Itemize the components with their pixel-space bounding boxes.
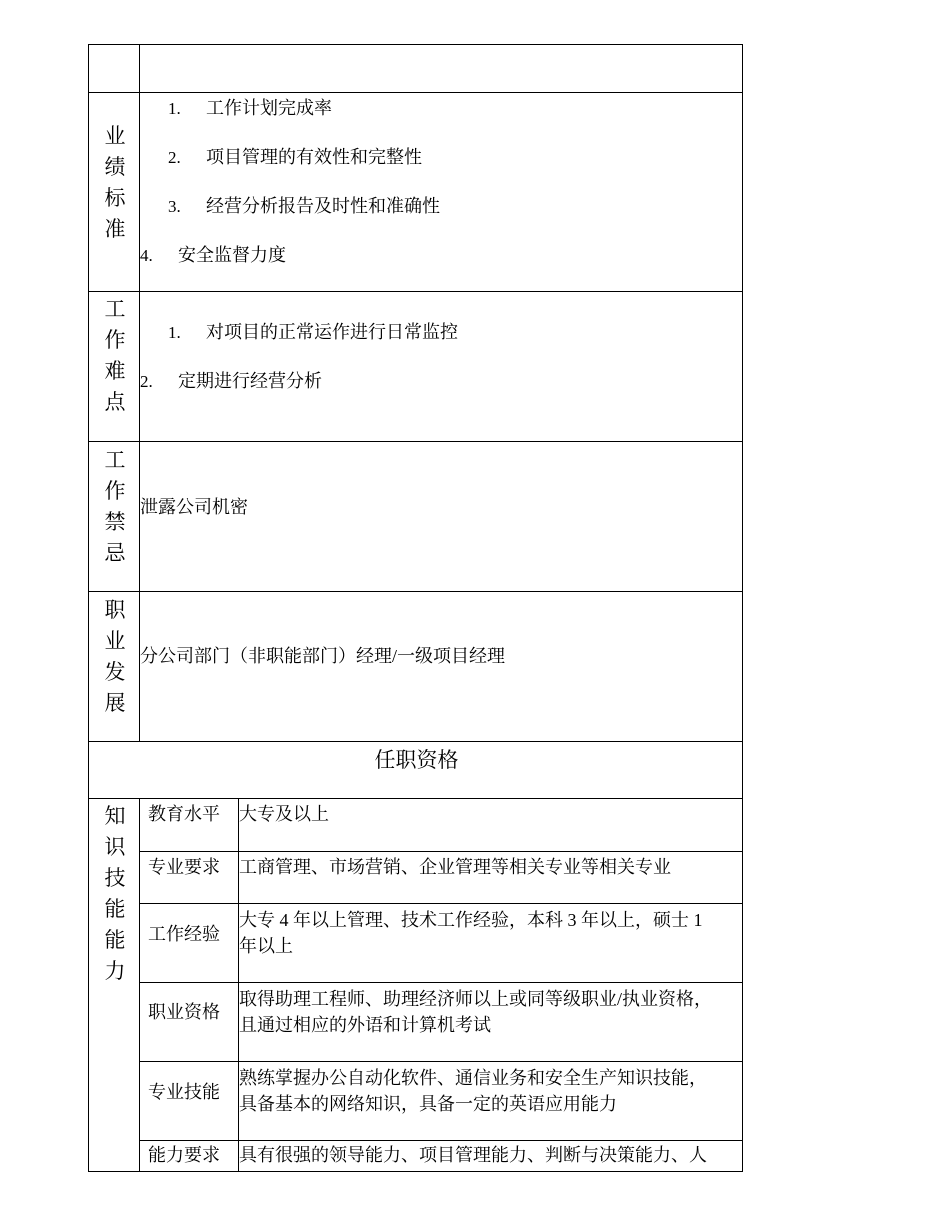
list-number: 1. [168,323,181,342]
qualification-value-line: 具备基本的网络知识，具备一定的英语应用能力 [239,1094,617,1114]
qualification-key-cell [139,851,239,904]
list-item: 项目管理的有效性和完整性 [206,147,422,167]
qualification-key: 专业要求 [148,857,220,877]
qualification-value-line: 取得助理工程师、助理经济师以上或同等级职业/执业资格， [239,989,712,1009]
empty-content-cell [139,44,743,93]
career-text: 分公司部门（非职能部门）经理/一级项目经理 [140,646,505,666]
difficulty-label-cell [88,291,140,442]
list-item: 对项目的正常运作进行日常监控 [206,322,458,342]
difficulty-content-cell [139,291,743,442]
list-number: 2. [168,148,181,167]
qualification-key: 教育水平 [148,804,220,824]
taboo-label-char: 忌 [104,541,126,565]
knowledge-label-char: 能 [104,897,126,921]
list-item: 安全监督力度 [178,245,286,265]
qualification-value-cell [238,1061,743,1141]
qualification-value-line: 年以上 [239,936,293,956]
career-label-char: 业 [104,629,126,653]
qualification-key: 职业资格 [148,1002,220,1022]
difficulty-label-char: 工 [104,297,126,321]
taboo-label-char: 作 [104,479,126,503]
taboo-content-cell [139,441,743,592]
difficulty-label-char: 点 [104,390,126,414]
qualification-key: 工作经验 [148,924,220,944]
list-item: 定期进行经营分析 [178,371,322,391]
performance-label-char: 绩 [104,155,126,179]
qualification-value-line: 熟练掌握办公自动化软件、通信业务和安全生产知识技能， [239,1068,707,1088]
list-number: 3. [168,197,181,216]
career-content-cell [139,591,743,742]
taboo-text: 泄露公司机密 [140,497,248,517]
qualification-key-cell [139,903,239,983]
taboo-label-char: 禁 [104,510,126,534]
qualification-key-cell [139,1140,239,1172]
qualification-key-cell [139,798,239,852]
knowledge-label-char: 能 [104,928,126,952]
qualification-key-cell [139,982,239,1062]
qualification-heading-cell [88,741,743,799]
qualification-key: 专业技能 [148,1082,220,1102]
qualification-value-cell [238,903,743,983]
job-description-table [88,44,743,1172]
knowledge-label-char: 识 [104,835,126,859]
difficulty-label-char: 难 [104,359,126,383]
taboo-label-char: 工 [104,448,126,472]
list-item: 工作计划完成率 [206,98,332,118]
section-heading: 任职资格 [374,748,459,772]
qualification-value-line: 且通过相应的外语和计算机考试 [239,1015,491,1035]
knowledge-label-char: 技 [104,866,126,890]
career-label-char: 职 [104,598,126,622]
career-label-char: 展 [104,691,126,715]
performance-content-cell [139,92,743,292]
list-number: 1. [168,99,181,118]
empty-label-cell [88,44,140,93]
qualification-key-cell [139,1061,239,1141]
list-number: 2. [140,372,153,391]
performance-label-char: 标 [104,186,126,210]
qualification-value: 大专及以上 [239,804,329,824]
list-number: 4. [140,246,153,265]
qualification-value: 具有很强的领导能力、项目管理能力、判断与决策能力、人 [239,1145,707,1165]
performance-label-cell [88,92,140,292]
taboo-label-cell [88,441,140,592]
difficulty-label-char: 作 [104,328,126,352]
career-label-cell [88,591,140,742]
performance-label-char: 业 [104,124,126,148]
qualification-value: 工商管理、市场营销、企业管理等相关专业等相关专业 [239,857,671,877]
knowledge-label-char: 力 [104,959,126,983]
career-label-char: 发 [104,660,126,684]
knowledge-skill-label-cell [88,798,140,1172]
performance-label-char: 准 [104,217,126,241]
qualification-value-line: 大专 4 年以上管理、技术工作经验，本科 3 年以上，硕士 1 [239,910,703,930]
qualification-value-cell [238,1140,743,1172]
qualification-key: 能力要求 [148,1145,220,1165]
knowledge-label-char: 知 [104,804,126,828]
qualification-value-cell [238,982,743,1062]
qualification-value-cell [238,798,743,852]
qualification-value-cell [238,851,743,904]
list-item: 经营分析报告及时性和准确性 [206,196,440,216]
